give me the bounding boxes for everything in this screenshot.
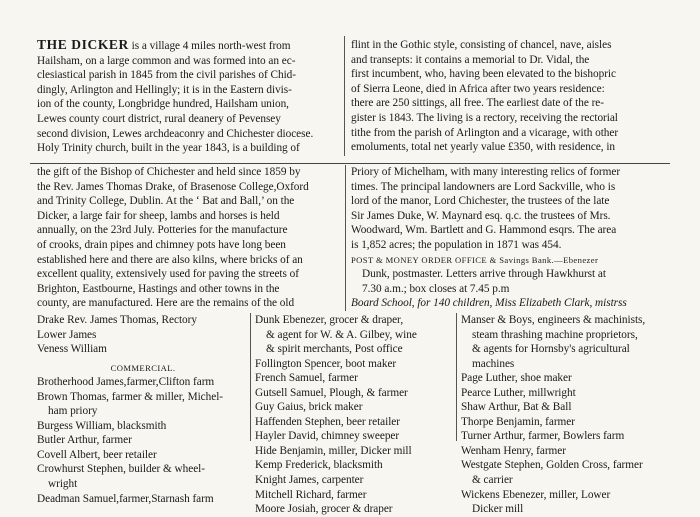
text-line: lord of the manor, Lord Chichester, the trustees of the late bbox=[351, 195, 610, 208]
text-line: Lewes county court district, rural deanery of Pevensey bbox=[37, 112, 281, 125]
intro-left-column bbox=[37, 38, 339, 158]
listing-column-2 bbox=[255, 313, 453, 516]
text-line: dingly, Arlington and Hellingly; it is in the Eastern divis- bbox=[37, 83, 292, 96]
text-line: emoluments, total net yearly value £350, with residence, in bbox=[351, 141, 616, 154]
list-item: Drake Rev. James Thomas, Rectory bbox=[37, 314, 197, 326]
section-divider bbox=[30, 163, 670, 164]
text-line: flint in the Gothic style, consisting of chancel, nave, aisles bbox=[351, 39, 612, 51]
list-item: Shaw Arthur, Bat & Ball bbox=[461, 401, 572, 414]
list-item: Follington Spencer, boot maker bbox=[255, 357, 397, 370]
text-line: times. The principal landowners are Lord Sackville, who is bbox=[351, 180, 616, 193]
column-divider bbox=[250, 313, 251, 441]
text-line: 7.30 a.m.; box closes at 7.45 p.m bbox=[362, 282, 510, 295]
list-item: Thorpe Benjamin, farmer bbox=[461, 415, 575, 428]
text-line: of Sierra Leone, died in Africa after two years residence: bbox=[351, 82, 605, 95]
list-item: Lower James bbox=[37, 328, 97, 341]
list-item: Deadman Samuel,farmer,Starnash farm bbox=[37, 492, 214, 505]
list-item: Kemp Frederick, blacksmith bbox=[255, 459, 383, 472]
list-item: Wenham Henry, farmer bbox=[461, 444, 566, 457]
text-line: Hailsham, on a large common and was formed into an ec- bbox=[37, 54, 296, 67]
text-line: ion of the county, Longbridge hundred, Hailsham union, bbox=[37, 98, 289, 111]
place-heading: THE DICKER bbox=[37, 37, 129, 52]
column-divider bbox=[344, 36, 345, 156]
continuation-left-column bbox=[37, 165, 342, 313]
column-divider bbox=[456, 313, 457, 441]
list-item: Dunk Ebenezer, grocer & draper, bbox=[255, 314, 404, 326]
text-line: there are 250 sittings, all free. The earliest date of the re- bbox=[351, 97, 604, 110]
list-item: Manser & Boys, engineers & machinists, bbox=[461, 314, 646, 326]
text-line: gister is 1843. The living is a rectory, receiving the rectorial bbox=[351, 111, 618, 124]
commercial-heading: COMMERCIAL. bbox=[110, 362, 176, 373]
list-item: Mitchell Richard, farmer bbox=[255, 488, 367, 501]
list-item: Butler Arthur, farmer bbox=[37, 434, 132, 447]
continuation-right-column bbox=[351, 165, 667, 313]
text-line: excellent quality, extensively used for paving the streets of bbox=[37, 268, 299, 281]
text-line: of crooks, drain pipes and chimney pots have long been bbox=[37, 238, 286, 251]
list-item: & spirit merchants, Post office bbox=[266, 343, 403, 356]
text-line: second division, Lewes archdeaconry and Chichester diocese. bbox=[37, 127, 314, 140]
text-line: the Rev. James Thomas Drake, of Brasenose College,Oxford bbox=[37, 180, 309, 193]
list-item: Gutsell Samuel, Plough, & farmer bbox=[255, 386, 408, 399]
post-office-line: POST & MONEY ORDER OFFICE & Savings Bank.—Ebenezer bbox=[351, 254, 599, 265]
text-line: Brighton, Eastbourne, Hastings and other towns in the bbox=[37, 282, 280, 295]
list-item: Brown Thomas, farmer & miller, Michel- bbox=[37, 390, 223, 403]
text-line: county, are manufactured. Here are the remains of the old bbox=[37, 297, 295, 310]
text-line: annually, on the 23rd July. Potteries for the manufacture bbox=[37, 224, 288, 237]
text-line: first incumbent, who, having been elevated to the bishopric bbox=[351, 68, 616, 81]
list-item: Hayler David, chimney sweeper bbox=[255, 430, 400, 443]
text-line: Sir James Duke, W. Maynard esq. q.c. the trustees of Mrs. bbox=[351, 209, 611, 222]
list-item: & carrier bbox=[472, 474, 513, 487]
list-item: & agents for Hornsby's agricultural bbox=[472, 343, 630, 356]
list-item: Brotherhood James,farmer,Clifton farm bbox=[37, 376, 215, 389]
text-line: the gift of the Bishop of Chichester and held since 1859 by bbox=[37, 166, 301, 178]
column-divider bbox=[345, 165, 346, 311]
intro-right-column bbox=[351, 38, 663, 158]
board-school-line: Board School, for 140 children, Miss Elizabeth Clark, mistrss bbox=[351, 297, 627, 310]
text-line: tithe from the parish of Arlington and a vicarage, with other bbox=[351, 126, 619, 139]
text-line: Woodward, Wm. Bartlett and G. Hammond esqrs. The area bbox=[351, 224, 617, 237]
list-item: Haffenden Stephen, beer retailer bbox=[255, 415, 400, 428]
text-line: and Trinity College, Dublin. At the ‘ Bat and Ball,’ on the bbox=[37, 195, 295, 208]
text-line: Dicker, a large fair for sheep, lambs and horses is held bbox=[37, 209, 280, 222]
list-item: Dicker mill bbox=[472, 503, 524, 516]
text-line: Dunk, postmaster. Letters arrive through Hawkhurst at bbox=[362, 268, 606, 281]
list-item: Moore Josiah, grocer & draper bbox=[255, 503, 393, 516]
text-line: is 1,852 acres; the population in 1871 was 454. bbox=[351, 238, 562, 251]
list-item: ham priory bbox=[48, 405, 98, 418]
text-line: and transepts: it contains a memorial to Dr. Vidal, the bbox=[351, 53, 590, 66]
list-item: Wickens Ebenezer, miller, Lower bbox=[461, 488, 611, 501]
list-item: wright bbox=[48, 478, 78, 491]
listing-column-1 bbox=[37, 313, 249, 505]
list-item: Guy Gaius, brick maker bbox=[255, 401, 363, 414]
text-line: THE DICKER is a village 4 miles north-west from bbox=[37, 37, 291, 52]
list-item: Covell Albert, beer retailer bbox=[37, 448, 157, 461]
list-item: machines bbox=[472, 357, 515, 370]
list-item: Hide Benjamin, miller, Dicker mill bbox=[255, 444, 412, 457]
list-item: Page Luther, shoe maker bbox=[461, 372, 572, 385]
list-item: French Samuel, farmer bbox=[255, 372, 358, 385]
list-item: Veness William bbox=[37, 343, 107, 356]
list-item: & agent for W. & A. Gilbey, wine bbox=[266, 328, 417, 341]
text-line: Holy Trinity church, built in the year 1843, is a building of bbox=[37, 142, 300, 155]
text-line: established here and there are also kilns, where bricks of an bbox=[37, 253, 303, 266]
list-item: steam thrashing machine proprietors, bbox=[472, 328, 638, 341]
list-item: Crowhurst Stephen, builder & wheel- bbox=[37, 463, 205, 476]
listing-column-3 bbox=[461, 313, 673, 516]
text-line: clesiastical parish in 1845 from the civil parishes of Chid- bbox=[37, 69, 296, 82]
list-item: Knight James, carpenter bbox=[255, 474, 364, 487]
list-item: Burgess William, blacksmith bbox=[37, 419, 167, 432]
list-item: Pearce Luther, millwright bbox=[461, 386, 576, 399]
list-item: Westgate Stephen, Golden Cross, farmer bbox=[461, 459, 643, 472]
list-item: Turner Arthur, farmer, Bowlers farm bbox=[461, 430, 625, 443]
text-line: Priory of Michelham, with many interesting relics of former bbox=[351, 166, 621, 178]
